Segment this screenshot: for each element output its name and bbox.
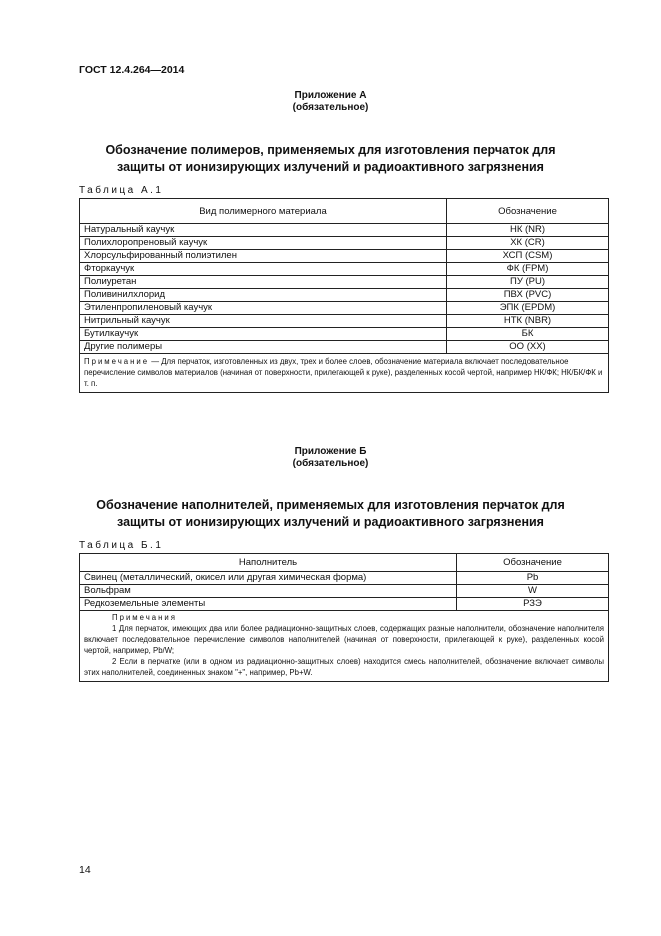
cell-designation: ПВХ (PVC)	[447, 289, 609, 302]
cell-filler: Редкоземельные элементы	[80, 598, 457, 611]
table-row	[80, 250, 609, 263]
table-row	[80, 598, 609, 611]
table-b1-notes	[80, 611, 609, 682]
table-b1-header-filler: Наполнитель	[80, 554, 457, 572]
cell-material: Фторкаучук	[80, 263, 447, 276]
cell-material: Хлорсульфированный полиэтилен	[80, 250, 447, 263]
cell-filler: Свинец (металлический, окисел или другая химическая форма)	[80, 572, 457, 585]
appendix-b-title-line1: Обозначение наполнителей, применяемых для изготовления перчаток для	[96, 498, 565, 512]
cell-designation: БК	[447, 328, 609, 341]
cell-material: Поливинилхлорид	[80, 289, 447, 302]
cell-designation: Pb	[457, 572, 609, 585]
notes-label: Примечания	[112, 613, 178, 622]
table-a1	[79, 198, 609, 393]
table-row	[80, 263, 609, 276]
note-label: Примечание	[84, 357, 150, 366]
appendix-b-title-line2: защиты от ионизирующих излучений и радиоактивного загрязнения	[117, 515, 544, 529]
cell-designation: ОО (XX)	[447, 341, 609, 354]
appendix-b-status: (обязательное)	[292, 458, 369, 469]
table-b1	[79, 553, 609, 682]
cell-designation: ФК (FPM)	[447, 263, 609, 276]
cell-designation: ЭПК (EPDM)	[447, 302, 609, 315]
table-row	[80, 276, 609, 289]
cell-designation: W	[457, 585, 609, 598]
table-b1-caption: Таблица Б.1	[79, 540, 164, 551]
cell-material: Полихлоропреновый каучук	[80, 237, 447, 250]
note-text: — Для перчаток, изготовленных из двух, трех и более слоев, обозначение материала включает последовательное перечисление символов материалов (начиная от поверхности, прилегающей к руке), разделенных косой чертой, например НК/ФК; НК/БК/ФК и т. п.	[84, 357, 603, 388]
table-row	[80, 585, 609, 598]
appendix-a-status: (обязательное)	[292, 102, 369, 113]
page-number: 14	[79, 864, 91, 876]
table-row	[80, 224, 609, 237]
document-code: ГОСТ 12.4.264—2014	[79, 64, 185, 76]
cell-designation: РЗЭ	[457, 598, 609, 611]
table-a1-header-material: Вид полимерного материала	[80, 199, 447, 224]
table-row	[80, 302, 609, 315]
table-row	[80, 341, 609, 354]
cell-material: Полиуретан	[80, 276, 447, 289]
table-row	[80, 572, 609, 585]
appendix-a-label: Приложение А	[294, 90, 367, 101]
note-1: 1 Для перчаток, имеющих два или более радиационно-защитных слоев, содержащих разные наполнители, обозначение наполнителя включает последовательное перечисление символов наполнителей (начиная от поверхности, прилегающей к руке), разделенных косой чертой, например, Pb/W;	[84, 624, 604, 655]
table-row	[80, 237, 609, 250]
cell-material: Бутилкаучук	[80, 328, 447, 341]
cell-designation: НТК (NBR)	[447, 315, 609, 328]
cell-designation: НК (NR)	[447, 224, 609, 237]
table-row	[80, 289, 609, 302]
appendix-b-label: Приложение Б	[294, 446, 367, 457]
cell-material: Натуральный каучук	[80, 224, 447, 237]
cell-designation: ХК (CR)	[447, 237, 609, 250]
table-a1-header-designation: Обозначение	[447, 199, 609, 224]
cell-material: Этиленпропиленовый каучук	[80, 302, 447, 315]
appendix-a-title-line2: защиты от ионизирующих излучений и радиоактивного загрязнения	[117, 160, 544, 174]
table-row	[80, 328, 609, 341]
table-a1-note	[80, 354, 609, 393]
table-b1-header-designation: Обозначение	[457, 554, 609, 572]
cell-material: Нитрильный каучук	[80, 315, 447, 328]
note-2: 2 Если в перчатке (или в одном из радиационно-защитных слоев) находится смесь наполнителей, обозначение включает символы этих наполнителей, соединенных знаком "+", например, Pb+W.	[84, 657, 604, 677]
table-row	[80, 315, 609, 328]
table-a1-caption: Таблица А.1	[79, 185, 164, 196]
cell-designation: ХСП (CSM)	[447, 250, 609, 263]
appendix-a-title-line1: Обозначение полимеров, применяемых для изготовления перчаток для	[105, 143, 556, 157]
cell-designation: ПУ (PU)	[447, 276, 609, 289]
cell-material: Другие полимеры	[80, 341, 447, 354]
cell-filler: Вольфрам	[80, 585, 457, 598]
